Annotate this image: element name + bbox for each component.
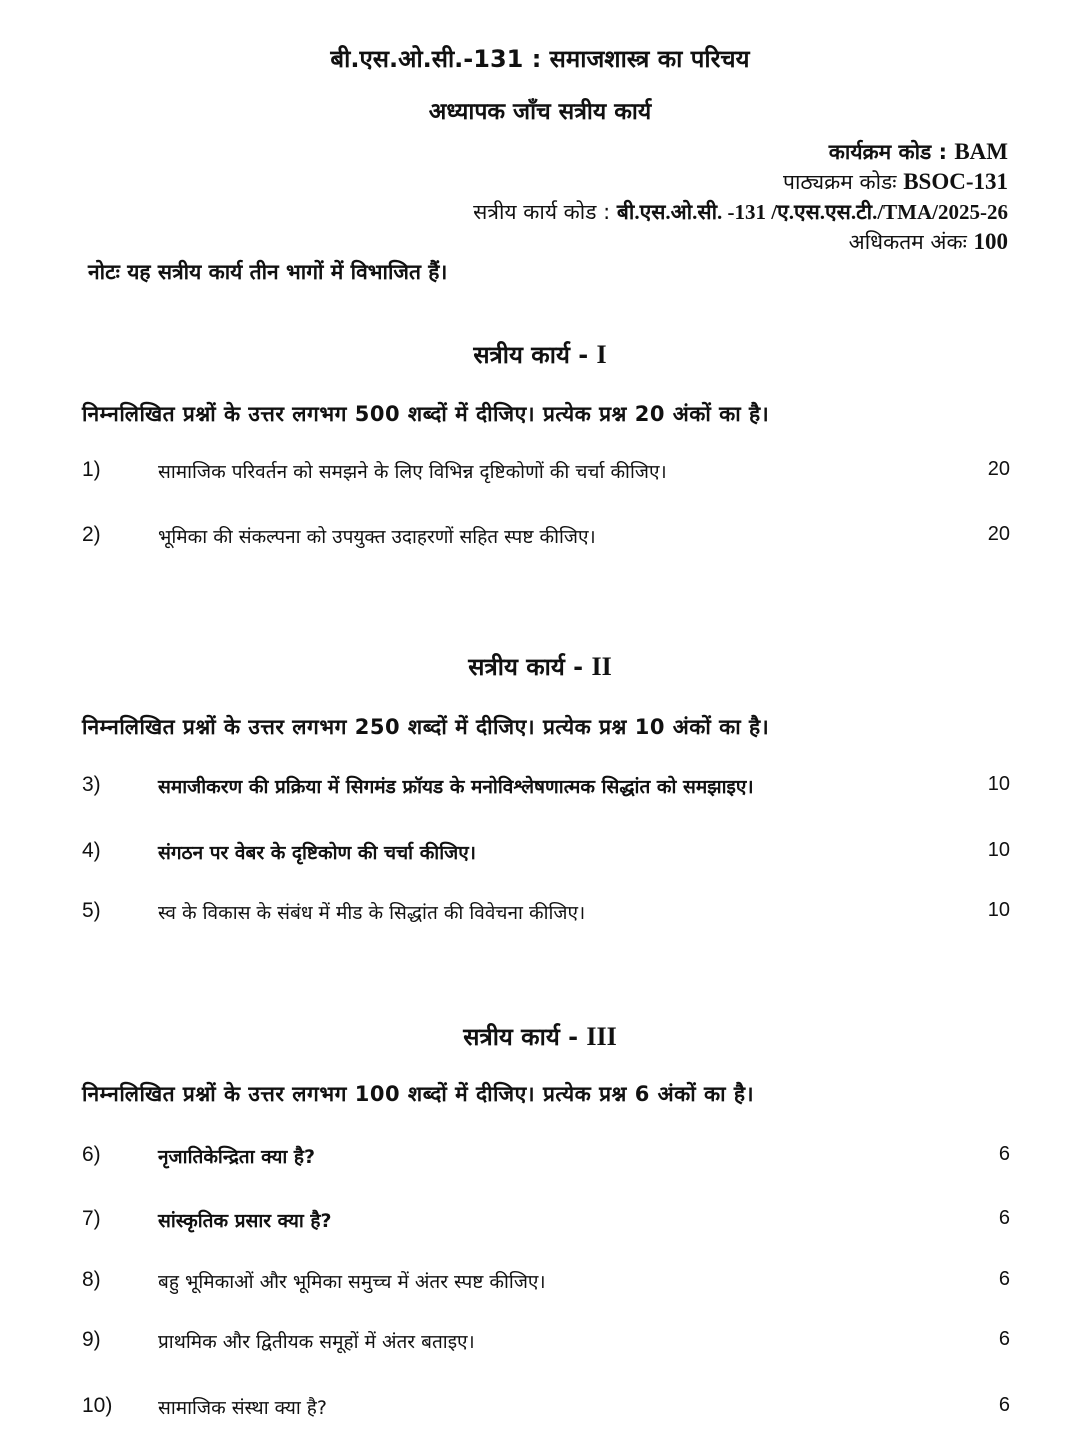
question-row bbox=[82, 839, 1010, 873]
question-number: 7) bbox=[82, 1207, 101, 1230]
question-row bbox=[82, 523, 1010, 557]
assignment-code-label: सत्रीय कार्य कोड : bbox=[473, 200, 617, 224]
question-marks: 10 bbox=[987, 899, 1010, 921]
section-instruction: निम्नलिखित प्रश्नों के उत्तर लगभग 100 शब्दों में दीजिए। प्रत्येक प्रश्न 6 अंकों का है। bbox=[82, 1082, 755, 1106]
section-instruction: निम्नलिखित प्रश्नों के उत्तर लगभग 250 शब्दों में दीजिए। प्रत्येक प्रश्न 10 अंकों का है। bbox=[82, 715, 770, 739]
question-text: भूमिका की संकल्पना को उपयुक्त उदाहरणों सहित स्पष्ट कीजिए। bbox=[158, 526, 596, 548]
question-text: प्राथमिक और द्वितीयक समूहों में अंतर बताइए। bbox=[158, 1331, 475, 1353]
question-marks: 6 bbox=[998, 1268, 1010, 1290]
question-text: सामाजिक परिवर्तन को समझने के लिए विभिन्न दृष्टिकोणों की चर्चा कीजिए। bbox=[158, 461, 667, 483]
question-text: स्व के विकास के संबंध में मीड के सिद्धांत की विवेचना कीजिए। bbox=[158, 902, 586, 924]
question-row bbox=[82, 1268, 1010, 1302]
question-row bbox=[82, 458, 1010, 492]
section-heading bbox=[0, 338, 1080, 371]
question-number: 6) bbox=[82, 1143, 101, 1166]
section-instruction: निम्नलिखित प्रश्नों के उत्तर लगभग 500 शब्दों में दीजिए। प्रत्येक प्रश्न 20 अंकों का है। bbox=[82, 402, 770, 426]
question-text: नृजातिकेन्द्रिता क्या है? bbox=[158, 1146, 315, 1168]
question-text: बहु भूमिकाओं और भूमिका समुच्च में अंतर स्पष्ट कीजिए। bbox=[158, 1271, 546, 1293]
question-marks: 20 bbox=[987, 458, 1010, 480]
note-text: नोटः यह सत्रीय कार्य तीन भागों में विभाजित हैं। bbox=[88, 260, 448, 284]
program-code-value: BAM bbox=[954, 139, 1008, 164]
question-marks: 10 bbox=[987, 773, 1010, 795]
section-title: सत्रीय कार्य - bbox=[463, 1023, 587, 1051]
section-title: सत्रीय कार्य - bbox=[473, 341, 597, 369]
question-row bbox=[82, 1394, 1010, 1428]
max-marks-label: अधिकतम अंकः bbox=[848, 230, 974, 254]
question-number: 4) bbox=[82, 839, 101, 862]
question-marks: 6 bbox=[998, 1143, 1010, 1165]
section-roman: II bbox=[591, 652, 612, 681]
course-code-value: BSOC-131 bbox=[903, 169, 1008, 194]
question-number: 9) bbox=[82, 1328, 101, 1351]
max-marks bbox=[849, 228, 1008, 256]
section-title: सत्रीय कार्य - bbox=[468, 653, 592, 681]
assignment-code bbox=[473, 198, 1008, 226]
question-marks: 20 bbox=[987, 523, 1010, 545]
program-code-label: कार्यक्रम कोड : bbox=[828, 140, 955, 164]
course-code bbox=[783, 168, 1008, 196]
program-code bbox=[829, 138, 1008, 166]
question-text: सामाजिक संस्था क्या है? bbox=[158, 1397, 327, 1419]
question-number: 3) bbox=[82, 773, 101, 796]
question-marks: 6 bbox=[998, 1207, 1010, 1229]
section-roman: III bbox=[586, 1022, 617, 1051]
question-marks: 10 bbox=[987, 839, 1010, 861]
page-title: बी.एस.ओ.सी.-131 : समाजशास्त्र का परिचय bbox=[330, 45, 750, 73]
question-text: संगठन पर वेबर के दृष्टिकोण की चर्चा कीजिए। bbox=[158, 842, 476, 864]
question-number: 2) bbox=[82, 523, 101, 546]
page-subtitle: अध्यापक जाँच सत्रीय कार्य bbox=[428, 99, 652, 125]
question-row bbox=[82, 1143, 1010, 1177]
question-marks: 6 bbox=[998, 1394, 1010, 1416]
question-number: 8) bbox=[82, 1268, 101, 1291]
question-row bbox=[82, 1328, 1010, 1362]
question-row bbox=[82, 1207, 1010, 1241]
question-row bbox=[82, 899, 1010, 933]
question-row bbox=[82, 773, 1010, 807]
question-number: 5) bbox=[82, 899, 101, 922]
question-number: 1) bbox=[82, 458, 101, 481]
question-marks: 6 bbox=[998, 1328, 1010, 1350]
section-heading bbox=[0, 1020, 1080, 1053]
section-roman: I bbox=[596, 340, 607, 369]
question-number: 10) bbox=[82, 1394, 113, 1417]
course-code-label: पाठ्यक्रम कोडः bbox=[783, 170, 904, 194]
question-text: सांस्कृतिक प्रसार क्या है? bbox=[158, 1210, 332, 1232]
section-heading bbox=[0, 650, 1080, 683]
assignment-code-value: बी.एस.ओ.सी. -131 /ए.एस.एस.टी./TMA/2025-26 bbox=[616, 200, 1008, 224]
max-marks-value: 100 bbox=[973, 229, 1008, 254]
question-text: समाजीकरण की प्रक्रिया में सिगमंड फ्रॉयड के मनोविश्लेषणात्मक सिद्धांत को समझाइए। bbox=[158, 776, 754, 798]
